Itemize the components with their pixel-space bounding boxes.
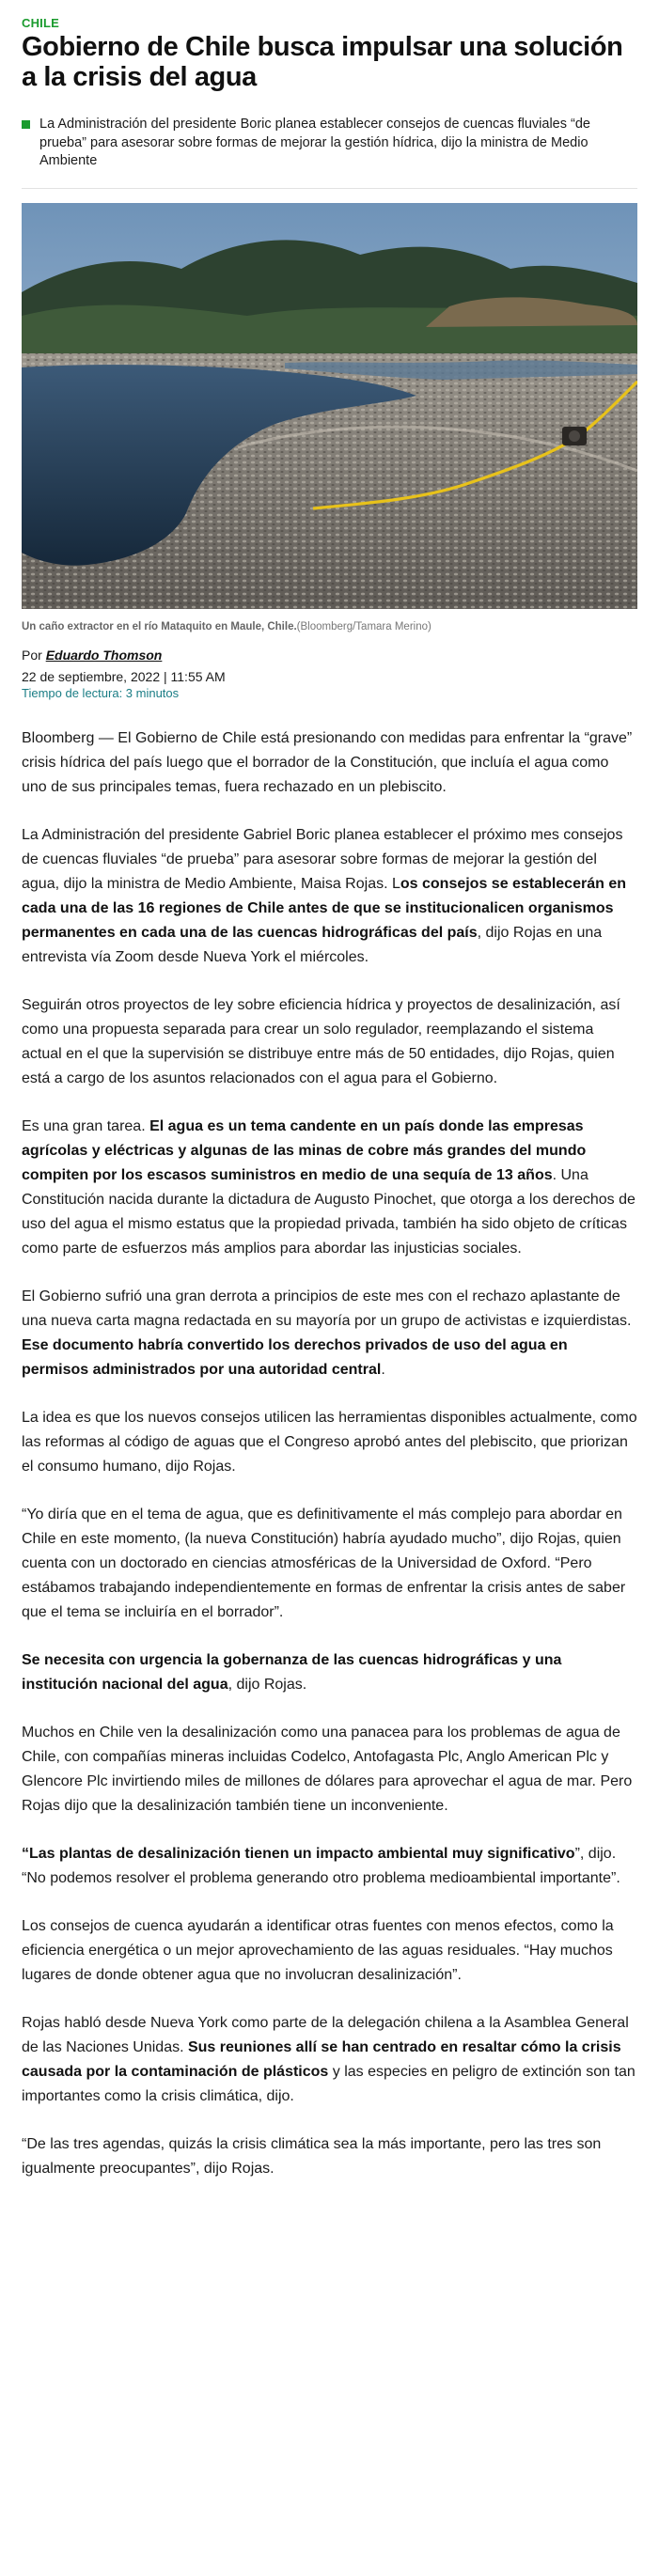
paragraph	[22, 1648, 637, 1697]
paragraph	[22, 1115, 637, 1261]
text-run: Seguirán otros proyectos de ley sobre eficiencia hídrica y proyectos de desalinización, así como una propuesta separada para crear un solo regulador, reemplazando el sistema actual en el que la supervisión se distribuye entre más de 50 entidades, dijo Rojas, quien está a cargo de los asuntos relacionados con el agua para el Gobierno.	[22, 996, 620, 1086]
headline: Gobierno de Chile busca impulsar una solución a la crisis del agua	[22, 32, 623, 92]
bold-text: Ese documento habría convertido los derechos privados de uso del agua en permisos administrados por una autoridad central	[22, 1336, 568, 1378]
paragraph	[22, 1285, 637, 1382]
text-run: El Gobierno sufrió una gran derrota a principios de este mes con el rechazo aplastante de una nueva carta magna redactada en su mayoría por un grupo de activistas e izquierdistas.	[22, 1288, 632, 1329]
paragraph	[22, 823, 637, 970]
bold-text: El agua es un tema candente en un país donde las empresas agrícolas y eléctricas y algunas de las minas de cobre más grandes del mundo compiten por los escasos suministros en medio de una sequía de 13 años	[22, 1117, 587, 1183]
text-run: . Una Constitución nacida durante la dictadura de Augusto Pinochet, que otorga a los derechos de uso del agua el mismo estatus que la propiedad privada, también ha sido objeto de críticas como parte de esfuerzos más amplios para abordar las injusticias sociales.	[22, 1166, 635, 1257]
text-run: La idea es que los nuevos consejos utilicen las herramientas disponibles actualmente, como las reformas al código de aguas que el Congreso aprobó antes del plebiscito, que priorizan el consumo humano, dijo Rojas.	[22, 1409, 637, 1475]
text-run: Bloomberg — El Gobierno de Chile está presionando con medidas para enfrentar la “grave” crisis hídrica del país luego que el borrador de la Constitución, que incluía el agua como uno de sus principales temas, fuera rechazado en un plebiscito.	[22, 729, 633, 795]
bold-text: os consejos se establecerán en cada una de las 16 regiones de Chile antes de que se institucionalicen organismos permanentes en cada una de las cuencas hidrográficas del país	[22, 875, 626, 941]
river-landscape-image	[22, 203, 637, 609]
reading-time: Tiempo de lectura: 3 minutos	[22, 685, 180, 700]
paragraph	[22, 993, 637, 1091]
text-run: ”, dijo. “No podemos resolver el problema generando otro problema medioambiental importante”.	[22, 1845, 620, 1886]
author-link[interactable]: Eduardo Thomson	[45, 647, 163, 663]
text-run: La Administración del presidente Gabriel Boric planea establecer el próximo mes consejos de cuencas fluviales “de prueba” para asesorar sobre formas de mejorar la gestión del agua, dijo la ministra de Medio Ambiente, Maisa Rojas. L	[22, 826, 623, 892]
caption-text: Un caño extractor en el río Mataquito en Maule, Chile.	[22, 620, 297, 632]
bold-text: “Las plantas de desalinización tienen un impacto ambiental muy significativo	[22, 1845, 575, 1862]
text-run: Rojas habló desde Nueva York como parte de la delegación chilena a la Asamblea General de las Naciones Unidas.	[22, 2014, 629, 2055]
text-run: “De las tres agendas, quizás la crisis climática sea la más importante, pero las tres son igualmente preocupantes”, dijo Rojas.	[22, 2135, 602, 2177]
text-run: , dijo Rojas.	[228, 1676, 307, 1693]
bold-text: Se necesita con urgencia la gobernanza de las cuencas hidrográficas y una institución nacional del agua	[22, 1651, 562, 1693]
paragraph	[22, 726, 637, 800]
bold-text: Sus reuniones allí se han centrado en resaltar cómo la crisis causada por la contaminación de plásticos	[22, 2038, 621, 2080]
lead-photo	[22, 203, 637, 609]
byline-prefix: Por	[22, 647, 46, 663]
article-body	[22, 726, 637, 2181]
paragraph	[22, 1503, 637, 1625]
paragraph	[22, 1914, 637, 1988]
paragraph	[22, 1406, 637, 1479]
dek-text: La Administración del presidente Boric planea establecer consejos de cuencas fluviales “de prueba” para asesorar sobre formas de mejorar la gestión hídrica, dijo la ministra de Medio Ambiente	[39, 117, 590, 168]
paragraph	[22, 2132, 637, 2181]
paragraph	[22, 1721, 637, 1819]
section-kicker[interactable]: CHILE	[22, 16, 59, 30]
paragraph	[22, 2011, 637, 2109]
publish-date: 22 de septiembre, 2022 | 11:55 AM	[22, 668, 226, 684]
text-run: , dijo Rojas en una entrevista vía Zoom desde Nueva York el miércoles.	[22, 924, 603, 965]
square-bullet-icon	[22, 120, 30, 129]
paragraph	[22, 1842, 637, 1891]
byline	[22, 648, 637, 663]
text-run: y las especies en peligro de extinción son tan importantes como la crisis climática, dijo.	[22, 2063, 635, 2104]
photo-caption	[22, 620, 637, 634]
text-run: Muchos en Chile ven la desalinización como una panacea para los problemas de agua de Chile, con compañías mineras incluidas Codelco, Antofagasta Plc, Anglo American Plc y Glencore Plc invirtiendo miles de millones de dólares para aprovechar el agua de mar. Pero Rojas dijo que la desalinización también tiene un inconveniente.	[22, 1724, 633, 1814]
photo-credit: (Bloomberg/Tamara Merino)	[296, 620, 431, 632]
text-run: .	[381, 1361, 385, 1378]
text-run: Los consejos de cuenca ayudarán a identificar otras fuentes con menos efectos, como la eficiencia energética o un mejor aprovechamiento de las aguas residuales. “Hay muchos lugares de donde obtener agua que no involucran desalinización”.	[22, 1917, 614, 1983]
text-run: “Yo diría que en el tema de agua, que es definitivamente el más complejo para abordar en Chile en este momento, (la nueva Constitución) habría ayudado mucho”, dijo Rojas, quien cuenta con un doctorado en ciencias atmosféricas de la Universidad de Oxford. “Pero estábamos trabajando independientemente en formas de enfrentar la crisis antes de saber que el tema se incluiría en el borrador”.	[22, 1506, 626, 1620]
divider	[22, 188, 637, 189]
text-run: Es una gran tarea.	[22, 1117, 150, 1134]
article-dek	[22, 116, 637, 171]
